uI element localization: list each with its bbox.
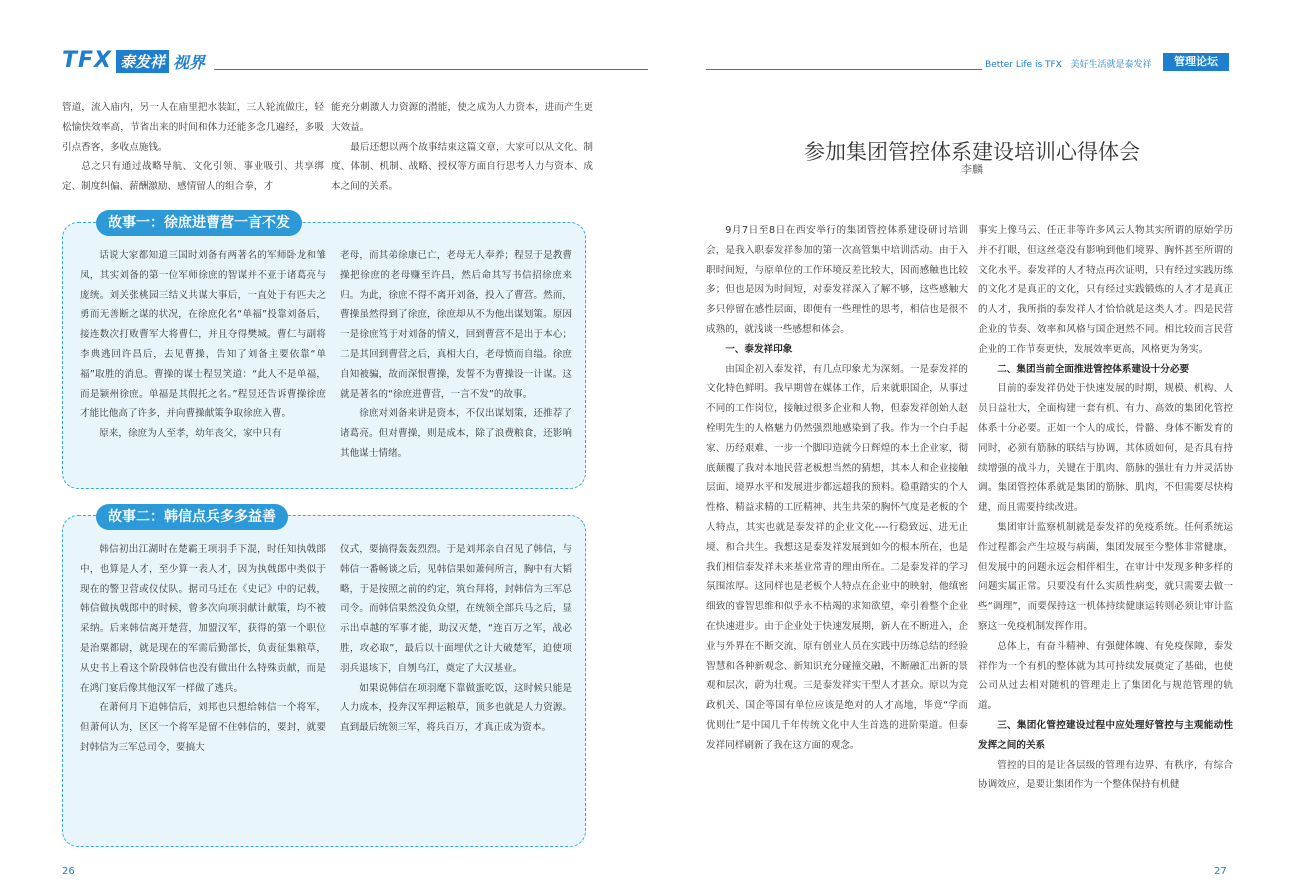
section-heading: 一、泰发祥印象 xyxy=(725,343,793,355)
paragraph: 最后还想以两个故事结束这篇文章，大家可以从文化、制度、体制、机制、战略、授权等方面自行思考人力与资本、成本之间的关系。 xyxy=(331,141,593,193)
story-one-column-1 xyxy=(80,246,326,444)
article-title: 参加集团管控体系建设培训心得体会 xyxy=(804,140,1140,164)
paragraph: 管道，流入庙内，另一人在庙里把水装缸，三人轮流做庄，轻松愉快效率高，节省出来的时间和体力还能多念几遍经，多吸引点香客，多收点施钱。 xyxy=(62,102,324,153)
intro-column-2 xyxy=(331,98,593,197)
paragraph: 老母，而其弟徐康已亡，老母无人奉养；程昱于是教曹操把徐庶的老母赚至许昌，然后命其写书信招徐庶来归。为此，徐庶不得不离开刘备，投入了曹营。然而，曹操虽然得到了徐庶，徐庶却从不为他出谋划策。原因一是徐庶笃于对刘备的情义，回到曹营不是出于本心；二是其回到曹营之后，真相大白，老母愤而自缢。徐庶自知被骗，故而深恨曹操，发誓不为曹操设一计谋。这就是著名的“徐庶进曹营，一言不发”的故事。 xyxy=(340,250,572,400)
story-two-title: 故事二：韩信点兵多多益善 xyxy=(96,504,288,530)
header-rule-right xyxy=(706,69,982,70)
paragraph: 韩信初出江湖时在楚霸王项羽手下混，时任知执戟郎中，也算是人才，至少算一表人才，因为执戟郎中类似于现在的警卫营或仪仗队。据司马迁在《史记》中的记载，韩信做执戟郎中的时候，曾多次向项羽献计献策，均不被采纳。后来韩信离开楚营，加盟汉军，获得的第一个职位是治粟都尉，就是现在的军需后勤部长，负责征集粮草，从史书上看这个阶段韩信也没有做出什么特殊贡献，而是在鸿门宴后像其他汉军一样做了逃兵。 xyxy=(80,544,326,694)
paragraph: 仪式，要搞得轰轰烈烈。于是刘邦亲自召见了韩信，与韩信一番畅谈之后，见韩信果如萧何所言，胸中有大韬略，于是按照之前的约定，筑台拜将，封韩信为三军总司令。而韩信果然没负众望，在统领全部兵马之后，显示出卓越的军事才能，助汉灭楚，“连百万之军，战必胜，攻必取”，最后以十面埋伏之计大破楚军，迫使项羽兵退垓下，自刎乌江，奠定了大汉基业。 xyxy=(340,544,572,674)
paragraph: 原来，徐庶为人至孝，幼年丧父，家中只有 xyxy=(99,428,282,440)
paragraph: 目前的泰发祥仍处于快速发展的时期，规模、机构、人员日益壮大，全面构建一套有机、有力、高效的集团化管控体系十分必要。正如一个人的成长，骨骼、身体不断发育的同时，必须有筋脉的联结与协调，其体质如何，是否具有持续增强的战斗力，关键在于肌肉、筋脉的强壮有力并灵活协调。集团管控体系就是集团的筋脉、肌肉，不但需要尽快构建，而且需要持续改进。 xyxy=(978,383,1233,514)
article-column-2 xyxy=(978,221,1233,795)
paragraph: 由国企初入泰发祥，有几点印象尤为深刻。一是泰发祥的文化特色鲜明。我早期曾在媒体工作，后来就职国企，从事过不同的工作岗位，接触过很多企业和人物，但泰发祥创始人赵栓明先生的人格魅力仍然强烈地感染到了我。作为一个白手起家、历经艰难、一步一个脚印造就今日辉煌的本土企业家，彻底颠覆了我对本地民营老板想当然的猜想，其本人和企业接触层面、境界水平和发展进步都远超我的预料。稳重踏实的个人性格、精益求精的工匠精神、共生共荣的胸怀气度是老板的个人特点，其实也就是泰发祥的企业文化----行稳致远、进无止境、和合共生。我想这是泰发祥发展到如今的根本所在，也是我们相信泰发祥未来基业常青的理由所在。二是泰发祥的学习氛围浓厚。这同样也是老板个人特点在企业中的映射，他缜密细致的睿智思维和似乎永不枯竭的求知欲望，牵引着整个企业在快速进步。由于企业处于快速发展期，新人在不断进入，企业与外界在不断交流，原有创业人员在实践中历练总结的经验智慧和各种新观念、新知识充分碰撞交融，不断融汇出新的景观和层次，蔚为壮观。三是泰发祥实干型人才甚众。原以为竞政机关、国企等国有单位应该是绝对的人才高地，毕竟“学而优则仕”是中国几千年传统文化中人生首选的进阶渠道。但泰发祥同样刷新了我在这方面的观念。 xyxy=(706,363,968,751)
paragraph: 总之只有通过战略导航、文化引领、事业吸引、共享绑定、制度纠偏、薪酬激励、感情留人的组合拳，才 xyxy=(62,161,324,193)
paragraph: 在萧何月下追韩信后，刘邦也只想给韩信一个将军，但萧何认为，区区一个将军是留不住韩信的，要封，就要封韩信为三军总司令，要搞大 xyxy=(80,702,326,753)
logo-tfx: TFX xyxy=(62,48,112,73)
header-slogan xyxy=(985,57,1151,70)
story-one-column-2 xyxy=(340,246,572,464)
paragraph: 管控的目的是让各层级的管理有边界、有秩序，有综合协调效应，是要让集团作为一个整体保持有机健 xyxy=(978,759,1233,791)
story-two-column-2 xyxy=(340,540,572,738)
article-author: 李麟 xyxy=(961,163,983,176)
paragraph: 事实上像马云、任正非等许多风云人物其实所谓的原始学历并不打眼，但这丝毫没有影响到他们境界、胸怀甚至所谓的文化水平。泰发祥的人才特点再次证明，只有经过实践历练的文化才是真正的文化，只有经过实践锻炼的人才才是真正的人才，我所指的泰发祥人才恰恰就是这类人才。四是民营企业的节奏、效率和风格与国企迥然不同。相比较而言民营企业的工作节奏更快，发展效率更高，风格更为务实。 xyxy=(978,225,1233,355)
story-two-column-1 xyxy=(80,540,326,758)
slogan-en: Better Life is TFX xyxy=(985,60,1062,70)
paragraph: 徐庶对刘备来讲是资本，不仅出谋划策，还推荐了诸葛亮。但对曹操，则是成本，除了浪费粮食，还影响其他谋士情绪。 xyxy=(340,408,572,459)
paragraph: 如果说韩信在项羽麾下靠做蛋吃饭，这时候只能是人力成本，投奔汉军押运粮草，顶多也就是人力资源。直到最后统领三军，将兵百万，才真正成为资本。 xyxy=(340,682,572,734)
article-column-1 xyxy=(706,221,968,756)
section-heading: 二、集团当前全面推进管控体系建设十分必要 xyxy=(997,363,1190,375)
magazine-logo xyxy=(62,49,205,73)
page-number-left: 26 xyxy=(62,866,75,877)
paragraph: 能充分刺激人力资源的潜能，使之成为人力资本，进而产生更大效益。 xyxy=(331,102,593,133)
section-tag: 管理论坛 xyxy=(1163,53,1229,71)
section-heading: 三、集团化管控建设过程中应处理好管控与主观能动性发挥之间的关系 xyxy=(978,719,1233,751)
paragraph: 总体上，有奋斗精神、有强健体魄、有免疫保障，泰发祥作为一个有机的整体就为其可持续发展奠定了基础，也使公司从过去相对随机的管理走上了集团化与规范管理的轨道。 xyxy=(978,640,1233,712)
logo-brand: 泰发祥 xyxy=(116,50,169,73)
story-one-title: 故事一：徐庶进曹营一言不发 xyxy=(96,210,302,236)
paragraph: 9月7日至8日在西安举行的集团管控体系建设研讨培训会，是我入职泰发祥参加的第一次高管集中培训活动。由于入职时间短，与原单位的工作环境反差比较大，因而感触也比较多；但也是因为时间短，对泰发祥深入了解不够，这些感触大多只停留在感性层面，即便有一些理性的思考，相信也是很不成熟的，就浅谈一些感想和体会。 xyxy=(706,225,968,335)
logo-view: 视界 xyxy=(173,53,206,72)
slogan-cn: 美好生活就是泰发祥 xyxy=(1070,60,1152,70)
header-rule-left xyxy=(214,69,648,70)
page-number-right: 27 xyxy=(1214,866,1227,877)
intro-column-1 xyxy=(62,98,324,197)
paragraph: 集团审计监察机制就是泰发祥的免疫系统。任何系统运作过程都会产生垃圾与病菌，集团发展至今整体非常健康，但发展中的问题永远会相伴相生，在审计中发现多种多样的问题实属正常。只要没有什么实质性病变，就只需要去做一些“调理”，而要保持这一机体持续健康运转则必须让审计监察这一免疫机制发挥作用。 xyxy=(978,521,1233,632)
paragraph: 话说大家都知道三国时刘备有两著名的军师卧龙和雏凤，其实刘备的第一位军师徐庶的智谋并不亚于诸葛亮与庞统。刘关张桃园三结义共谋大事后，一直处于有匹夫之勇而无善断之谋的状况，在徐庶化名“单福”投靠刘备后，接连数次打败曹军大将曹仁，并且夺得樊城。曹仁与副将李典逃回许昌后，去见曹操，告知了刘备主要依靠“单福”取胜的消息。曹操的谋士程昱笑道：“此人不是单福，而是颍州徐庶。单福是其假托之名。”程昱还告诉曹操徐庶才能比他高了许多，并向曹操献策争取徐庶入曹。 xyxy=(80,250,326,420)
